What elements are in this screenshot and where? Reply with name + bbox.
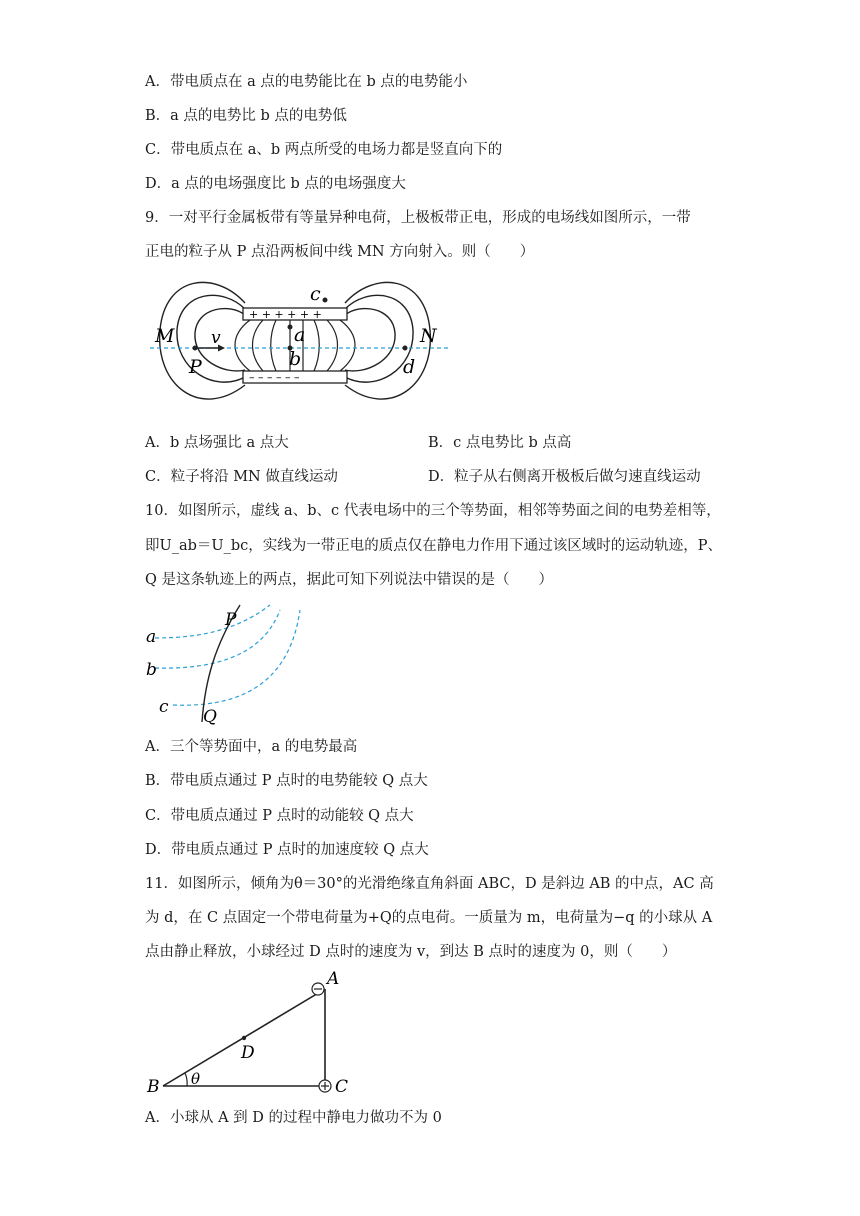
label-A: A bbox=[327, 970, 340, 989]
minus-signs: – – – – – – bbox=[249, 371, 300, 384]
label-Q: Q bbox=[203, 707, 217, 725]
label-a: a bbox=[146, 627, 157, 647]
label-M: M bbox=[155, 325, 175, 347]
label-v: v bbox=[211, 328, 221, 348]
q10-option-a: A．三个等势面中，a 的电势最高 bbox=[145, 739, 358, 755]
label-theta: θ bbox=[191, 1070, 201, 1088]
q9-stem-line-2: 正电的粒子从 P 点沿两板间中线 MN 方向射入。则（ ） bbox=[145, 244, 535, 260]
q8-option-c: C．带电质点在 a、b 两点所受的电场力都是竖直向下的 bbox=[145, 142, 503, 158]
q9-option-c: C．粒子将沿 MN 做直线运动 bbox=[145, 469, 338, 485]
q9-option-b: B．c 点电势比 b 点高 bbox=[428, 435, 572, 451]
q10-stem-line-3: Q 是这条轨迹上的两点，据此可知下列说法中错误的是（ ） bbox=[145, 572, 553, 588]
q9-option-a: A．b 点场强比 a 点大 bbox=[145, 435, 289, 451]
plus-signs: + + + + + + bbox=[249, 308, 322, 321]
q9-stem-line-1: 9．一对平行金属板带有等量异种电荷，上极板带正电，形成的电场线如图所示，一带 bbox=[145, 210, 691, 226]
q8-option-b: B．a 点的电势比 b 点的电势低 bbox=[145, 108, 347, 124]
q8-option-d: D．a 点的电场强度比 b 点的电场强度大 bbox=[145, 176, 406, 192]
q10-stem-line-1: 10．如图所示，虚线 a、b、c 代表电场中的三个等势面，相邻等势面之间的电势差相等， bbox=[145, 503, 721, 519]
label-C: C bbox=[335, 1077, 349, 1097]
label-B: B bbox=[147, 1077, 160, 1097]
q11-stem-line-3: 点由静止释放，小球经过 D 点时的速度为 v，到达 B 点时的速度为 0，则（ ） bbox=[145, 944, 677, 960]
label-D: D bbox=[241, 1043, 255, 1063]
label-N: N bbox=[420, 325, 437, 347]
label-d: d bbox=[403, 356, 416, 378]
label-b: b bbox=[289, 348, 302, 370]
q10-equipotential-figure bbox=[145, 600, 315, 725]
q9-field-lines-figure bbox=[145, 275, 455, 415]
q11-incline-figure bbox=[145, 970, 365, 1100]
q10-option-c: C．带电质点通过 P 点时的动能较 Q 点大 bbox=[145, 808, 414, 824]
label-P: P bbox=[225, 610, 237, 630]
q10-option-d: D．带电质点通过 P 点时的加速度较 Q 点大 bbox=[145, 842, 429, 858]
label-c: c bbox=[310, 283, 321, 305]
q10-stem-line-2: 即U_ab＝U_bc，实线为一带正电的质点仅在静电力作用下通过该区域时的运动轨迹，P、 bbox=[145, 538, 723, 554]
q11-option-a: A．小球从 A 到 D 的过程中静电力做功不为 0 bbox=[145, 1110, 442, 1126]
label-a: a bbox=[294, 324, 306, 346]
q11-stem-line-1: 11．如图所示，倾角为θ＝30°的光滑绝缘直角斜面 ABC，D 是斜边 AB 的中点，AC 高 bbox=[145, 876, 714, 892]
q9-option-d: D．粒子从右侧离开极板后做匀速直线运动 bbox=[428, 469, 701, 485]
q8-option-a: A．带电质点在 a 点的电势能比在 b 点的电势能小 bbox=[145, 74, 468, 90]
label-b: b bbox=[146, 660, 157, 680]
label-P: P bbox=[189, 356, 202, 378]
q11-stem-line-2: 为 d，在 C 点固定一个带电荷量为+Q的点电荷。一质量为 m，电荷量为−q 的小球从 A bbox=[145, 910, 713, 926]
q10-option-b: B．带电质点通过 P 点时的电势能较 Q 点大 bbox=[145, 773, 428, 789]
label-c: c bbox=[159, 697, 169, 717]
